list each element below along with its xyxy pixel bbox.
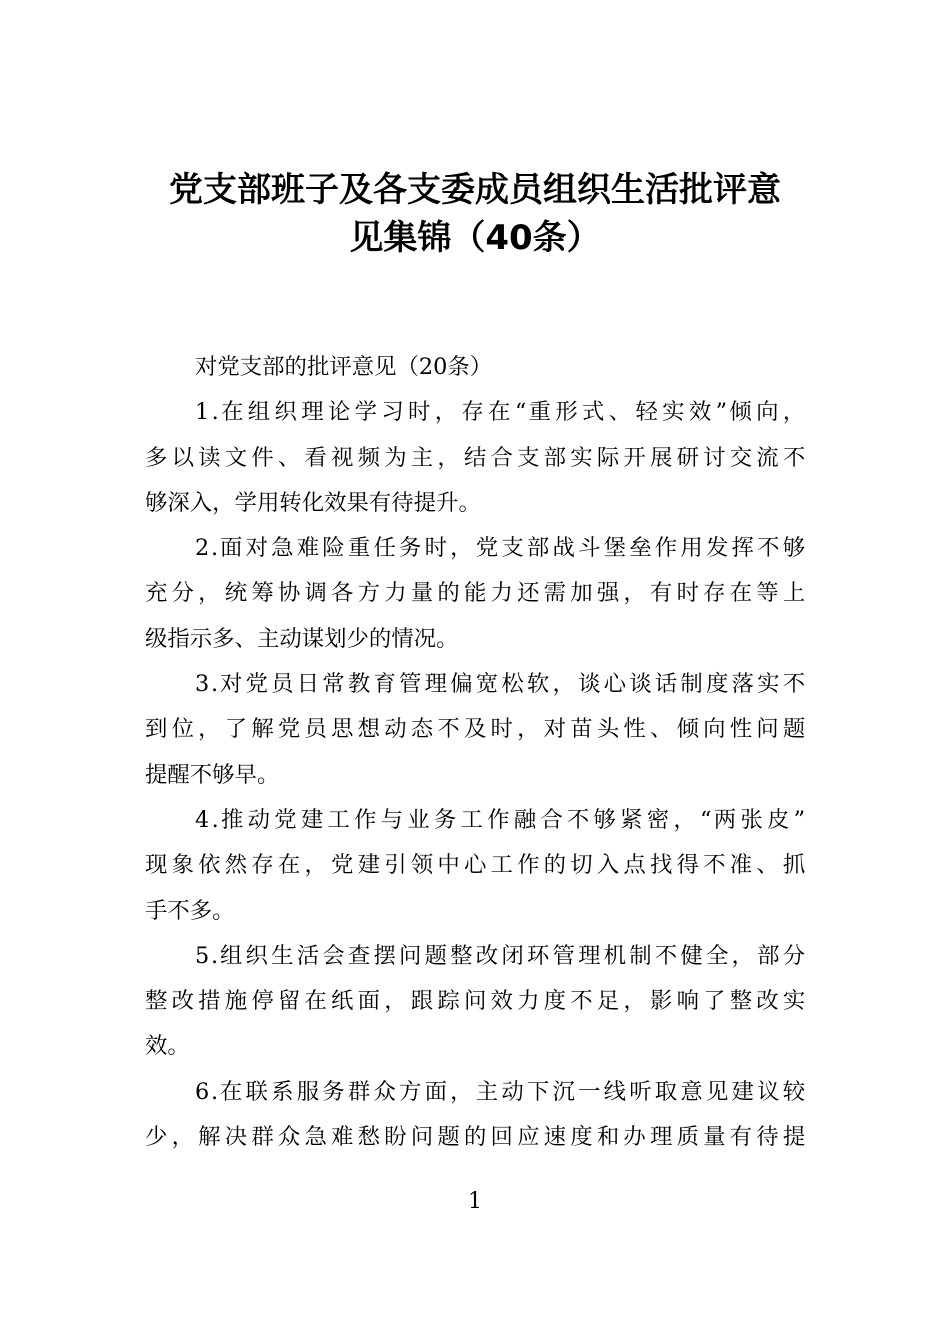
page-number: 1 xyxy=(468,1189,482,1214)
paragraph-line: 少​ ，​ 解​ 决​ 群​ 众​ 急​ 难​ 愁​ 盼​ 问​ 题​ 的​ 回​ 应​ 速​ 度​ 和​ 办​ 理​ 质​ 量​ 有​ 待​ 提 xyxy=(145,1124,806,1151)
paragraph-line: 效。 xyxy=(145,1033,190,1060)
paragraph-line: 4​ .​ 推​ 动​ 党​ 建​ 工​ 作​ 与​ 业​ 务​ 工​ 作​ 融​ 合​ 不​ 够​ 紧​ 密​ ，​ “​ 两​ 张​ 皮​ ” xyxy=(195,806,806,833)
paragraph-line: 5​ .​ 组​ 织​ 生​ 活​ 会​ 查​ 摆​ 问​ 题​ 整​ 改​ 闭​ 环​ 管​ 理​ 机​ 制​ 不​ 健​ 全​ ，​ 部​ 分 xyxy=(195,942,806,969)
paragraph-line: 级指示多、主动谋划少的情况。 xyxy=(145,625,459,652)
paragraph-line: 整​ 改​ 措​ 施​ 停​ 留​ 在​ 纸​ 面​ ，​ 跟​ 踪​ 问​ 效​ 力​ 度​ 不​ 足​ ，​ 影​ 响​ 了​ 整​ 改​ 实 xyxy=(145,988,806,1015)
document-body xyxy=(145,345,805,1160)
paragraph-line: 1​ .​ 在​ 组​ 织​ 理​ 论​ 学​ 习​ 时​ ，​ 存​ 在​ “​ 重​ 形​ 式​ 、​ 轻​ 实​ 效​ ”​ 倾​ 向​ ， xyxy=(195,399,806,426)
section-heading: 对党支部的批评意见（20条） xyxy=(195,354,493,380)
paragraph-line: 充​ 分​ ，​ 统​ 筹​ 协​ 调​ 各​ 方​ 力​ 量​ 的​ 能​ 力​ 还​ 需​ 加​ 强​ ，​ 有​ 时​ 存​ 在​ 等​ 上 xyxy=(145,580,806,607)
document-title-line-1: 党支部班子及各支委成员组织生活批评意 xyxy=(169,170,781,210)
paragraph-line: 多​ 以​ 读​ 文​ 件​ 、​ 看​ 视​ 频​ 为​ 主​ ，​ 结​ 合​ 支​ 部​ 实​ 际​ 开​ 展​ 研​ 讨​ 交​ 流​ 不 xyxy=(145,444,806,471)
paragraph-line: 2​ .​ 面​ 对​ 急​ 难​ 险​ 重​ 任​ 务​ 时​ ，​ 党​ 支​ 部​ 战​ 斗​ 堡​ 垒​ 作​ 用​ 发​ 挥​ 不​ 够 xyxy=(195,535,806,562)
paragraph-line: 3​ .​ 对​ 党​ 员​ 日​ 常​ 教​ 育​ 管​ 理​ 偏​ 宽​ 松​ 软​ ，​ 谈​ 心​ 谈​ 话​ 制​ 度​ 落​ 实​ 不 xyxy=(195,671,806,698)
paragraph-line: 够深入，学用转化效果有待提升。 xyxy=(145,489,481,516)
paragraph-line: 提醒不够早。 xyxy=(145,761,280,788)
paragraph-line: 现​ 象​ 依​ 然​ 存​ 在​ ，​ 党​ 建​ 引​ 领​ 中​ 心​ 工​ 作​ 的​ 切​ 入​ 点​ 找​ 得​ 不​ 准​ 、​ 抓 xyxy=(145,852,806,879)
paragraph-line: 到​ 位​ ，​ 了​ 解​ 党​ 员​ 思​ 想​ 动​ 态​ 不​ 及​ 时​ ，​ 对​ 苗​ 头​ 性​ 、​ 倾​ 向​ 性​ 问​ 题 xyxy=(145,716,806,743)
document-title-line-2: 见集锦（40条） xyxy=(349,218,601,258)
paragraph-line: 6​ .​ 在​ 联​ 系​ 服​ 务​ 群​ 众​ 方​ 面​ ，​ 主​ 动​ 下​ 沉​ 一​ 线​ 听​ 取​ 意​ 见​ 建​ 议​ 较 xyxy=(195,1078,806,1105)
paragraph-line: 手不多。 xyxy=(145,897,235,924)
